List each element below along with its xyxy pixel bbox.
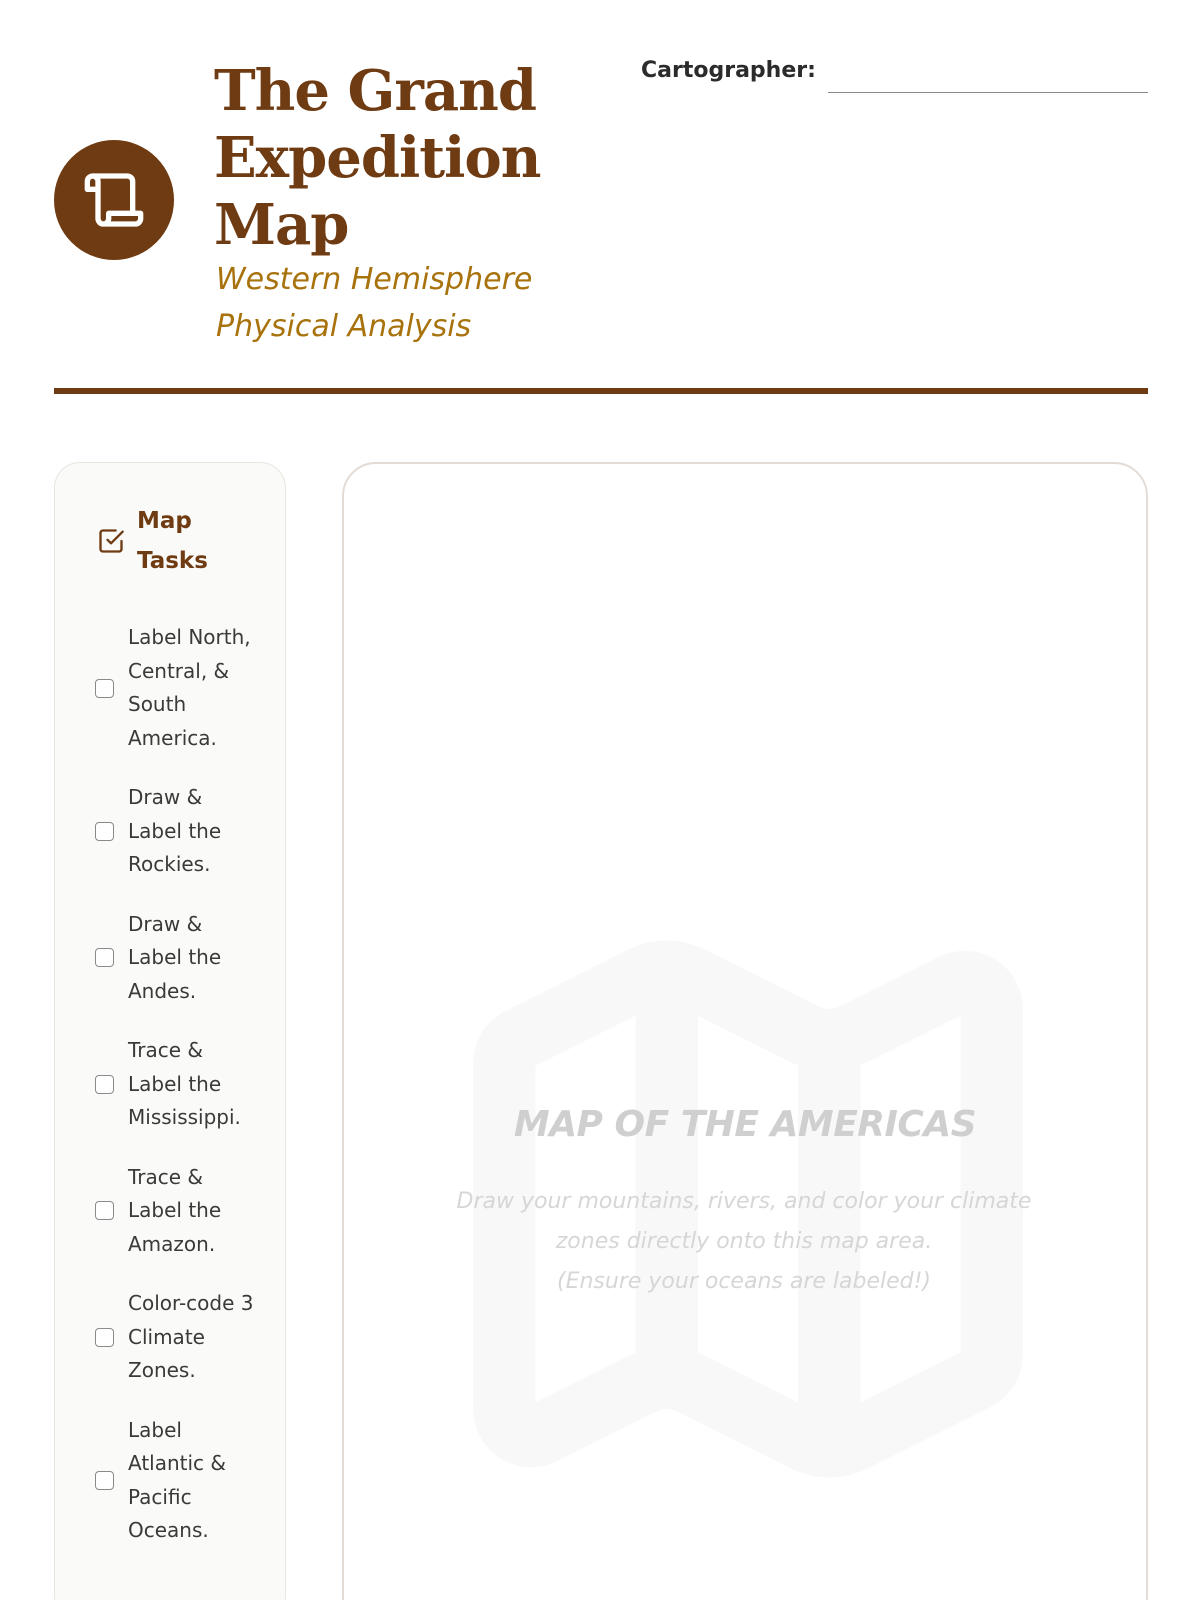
- scroll-icon: [82, 168, 146, 232]
- task-item: [95, 1414, 275, 1548]
- task-checkbox[interactable]: [95, 679, 114, 698]
- cartographer-label: Cartographer:: [641, 58, 816, 83]
- page-title: [214, 58, 574, 259]
- scroll-logo: [54, 140, 174, 260]
- header-divider: [54, 388, 1148, 394]
- task-item: [95, 621, 275, 755]
- subtitle-line: Western Hemisphere: [216, 262, 533, 297]
- task-checkbox[interactable]: [95, 1075, 114, 1094]
- title-line: The Grand: [214, 58, 536, 124]
- task-label: Trace & Label the Amazon.: [128, 1164, 222, 1256]
- instruction-line: Draw your mountains, rivers, and color your climate: [456, 1189, 1032, 1214]
- map-drawing-area[interactable]: [342, 462, 1148, 1600]
- task-list: [95, 621, 275, 1574]
- map-heading: MAP OF THE AMERICAS: [513, 1104, 977, 1145]
- instruction-line: zones directly onto this map area.: [555, 1229, 933, 1254]
- task-checkbox[interactable]: [95, 822, 114, 841]
- subtitle-line: Physical Analysis: [216, 309, 472, 344]
- task-label: Draw & Label the Andes.: [128, 911, 222, 1003]
- page-subtitle: [216, 256, 576, 350]
- task-checkbox[interactable]: [95, 1471, 114, 1490]
- task-label: Trace & Label the Mississippi.: [128, 1038, 241, 1129]
- task-checkbox[interactable]: [95, 1328, 114, 1347]
- task-item: [95, 1287, 275, 1388]
- tasks-heading: Map Tasks: [137, 508, 208, 574]
- task-item: [95, 908, 275, 1009]
- task-label: Label Atlantic & Pacific Oceans.: [128, 1417, 227, 1542]
- task-label: Label North, Central, & South America.: [128, 625, 251, 750]
- task-item: [95, 1034, 275, 1135]
- tasks-sidebar: [54, 462, 286, 1600]
- cartographer-name-line[interactable]: [828, 92, 1148, 93]
- task-item: [95, 781, 275, 882]
- map-instructions: [404, 1182, 1084, 1302]
- title-line: Map: [214, 192, 349, 258]
- title-line: Expedition: [214, 125, 541, 191]
- instruction-line: (Ensure your oceans are labeled!): [557, 1269, 931, 1294]
- checkbox-checked-icon: [97, 527, 125, 555]
- task-checkbox[interactable]: [95, 1201, 114, 1220]
- task-checkbox[interactable]: [95, 948, 114, 967]
- task-label: Color-code 3 Climate Zones.: [128, 1291, 254, 1382]
- task-label: Draw & Label the Rockies.: [128, 785, 222, 876]
- tasks-header: [97, 501, 217, 581]
- task-item: [95, 1161, 275, 1262]
